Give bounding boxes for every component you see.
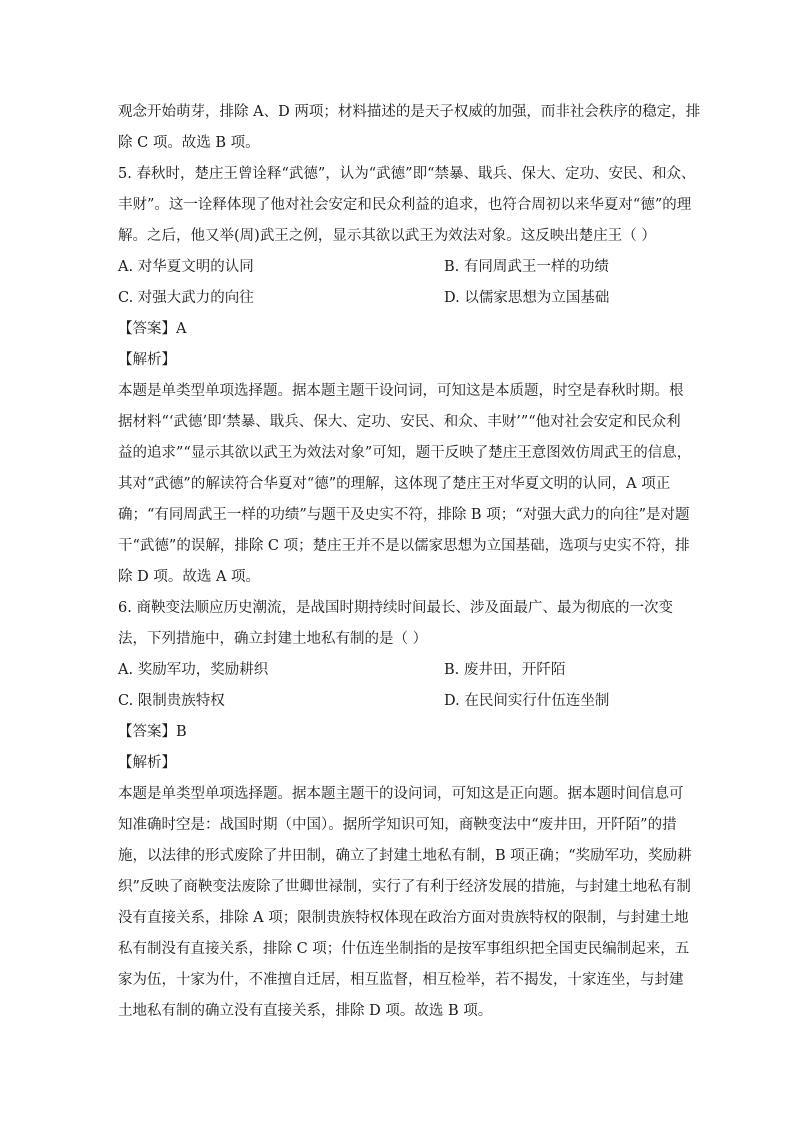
- analysis-line: 干“武德”的误解，排除 C 项；楚庄王并不是以儒家思想为立国基础，选项与史实不符，排: [118, 538, 690, 554]
- analysis-line: 施，以法律的形式废除了井田制，确立了封建土地私有制，B 项正确；“奖励军功，奖励耕: [118, 848, 692, 864]
- question-6-options-row: [118, 686, 678, 717]
- analysis-line: 没有直接关系，排除 A 项；限制贵族特权体现在政治方面对贵族特权的限制，与封建土地: [118, 910, 689, 926]
- document-page: [118, 97, 701, 1027]
- analysis-line: 土地私有制的确立没有直接关系，排除 D 项。故选 B 项。: [118, 1003, 493, 1019]
- option-d: D. 以儒家思想为立国基础: [444, 290, 610, 306]
- option-c: C. 限制贵族特权: [118, 693, 225, 709]
- analysis-label: 【解析】: [118, 352, 176, 368]
- text-line: 观念开始萌芽，排除 A、D 两项；材料描述的是天子权威的加强，而非社会秩序的稳定，排: [118, 104, 701, 120]
- analysis-line: 其对“武德”的解读符合华夏对“德”的理解，这体现了楚庄王对华夏文明的认同，A 项正: [118, 476, 671, 492]
- analysis-line: 除 D 项。故选 A 项。: [118, 569, 261, 585]
- question-6-line: 法，下列措施中，确立封建土地私有制的是（ ）: [118, 631, 428, 647]
- analysis-line: 家为伍，十家为什，不准擅自迁居，相互监督，相互检举，若不揭发，十家连坐，与封建: [118, 972, 684, 988]
- answer-label: 【答案】B: [118, 724, 187, 740]
- text-line: 除 C 项。故选 B 项。: [118, 135, 260, 151]
- question-5-line: 解。之后，他又举(周)武王之例，显示其欲以武王为效法对象。这反映出楚庄王（ ）: [118, 228, 656, 244]
- analysis-line: 织”反映了商鞅变法废除了世卿世禄制，实行了有利于经济发展的措施，与封建土地私有制: [118, 879, 691, 895]
- option-d: D. 在民间实行什伍连坐制: [444, 693, 610, 709]
- option-a: A. 奖励军功，奖励耕织: [118, 662, 269, 678]
- question-5-line: 5. 春秋时，楚庄王曾诠释“武德”，认为“武德”即“禁暴、戢兵、保大、定功、安民、和众、: [118, 166, 696, 182]
- analysis-line: 本题是单类型单项选择题。据本题主题干设问词，可知这是本质题，时空是春秋时期。根: [118, 383, 684, 399]
- question-6-line: 6. 商鞅变法顺应历史潮流，是战国时期持续时间最长、涉及面最广、最为彻底的一次变: [118, 600, 673, 616]
- question-5-options-row: [118, 283, 678, 314]
- analysis-line: 确；“有同周武王一样的功绩”与题干及史实不符，排除 B 项；“对强大武力的向往”是对题: [118, 507, 690, 523]
- option-a: A. 对华夏文明的认同: [118, 259, 254, 275]
- option-b: B. 废井田，开阡陌: [444, 662, 566, 678]
- analysis-line: 益的追求”“显示其欲以武王为效法对象”可知，题干反映了楚庄王意图效仿周武王的信息，: [118, 445, 692, 461]
- question-6-options-row: [118, 655, 678, 686]
- question-5-options-row: [118, 252, 678, 283]
- analysis-line: 本题是单类型单项选择题。据本题主题干的设问词，可知这是正向题。据本题时间信息可: [118, 786, 684, 802]
- option-c: C. 对强大武力的向往: [118, 290, 254, 306]
- analysis-line: 私有制没有直接关系，排除 C 项；什伍连坐制指的是按军事组织把全国吏民编制起来，五: [118, 941, 690, 957]
- option-b: B. 有同周武王一样的功绩: [444, 259, 609, 275]
- answer-label: 【答案】A: [118, 321, 187, 337]
- question-5-line: 丰财”。这一诠释体现了他对社会安定和民众利益的追求，也符合周初以来华夏对“德”的理: [118, 197, 692, 213]
- analysis-label: 【解析】: [118, 755, 176, 771]
- analysis-line: 知准确时空是：战国时期（中国）。据所学知识可知，商鞅变法中“废井田，开阡陌”的措: [118, 817, 677, 833]
- analysis-line: 据材料“‘武德’即‘禁暴、戢兵、保大、定功、安民、和众、丰财’”“他对社会安定和民众利: [118, 414, 681, 430]
